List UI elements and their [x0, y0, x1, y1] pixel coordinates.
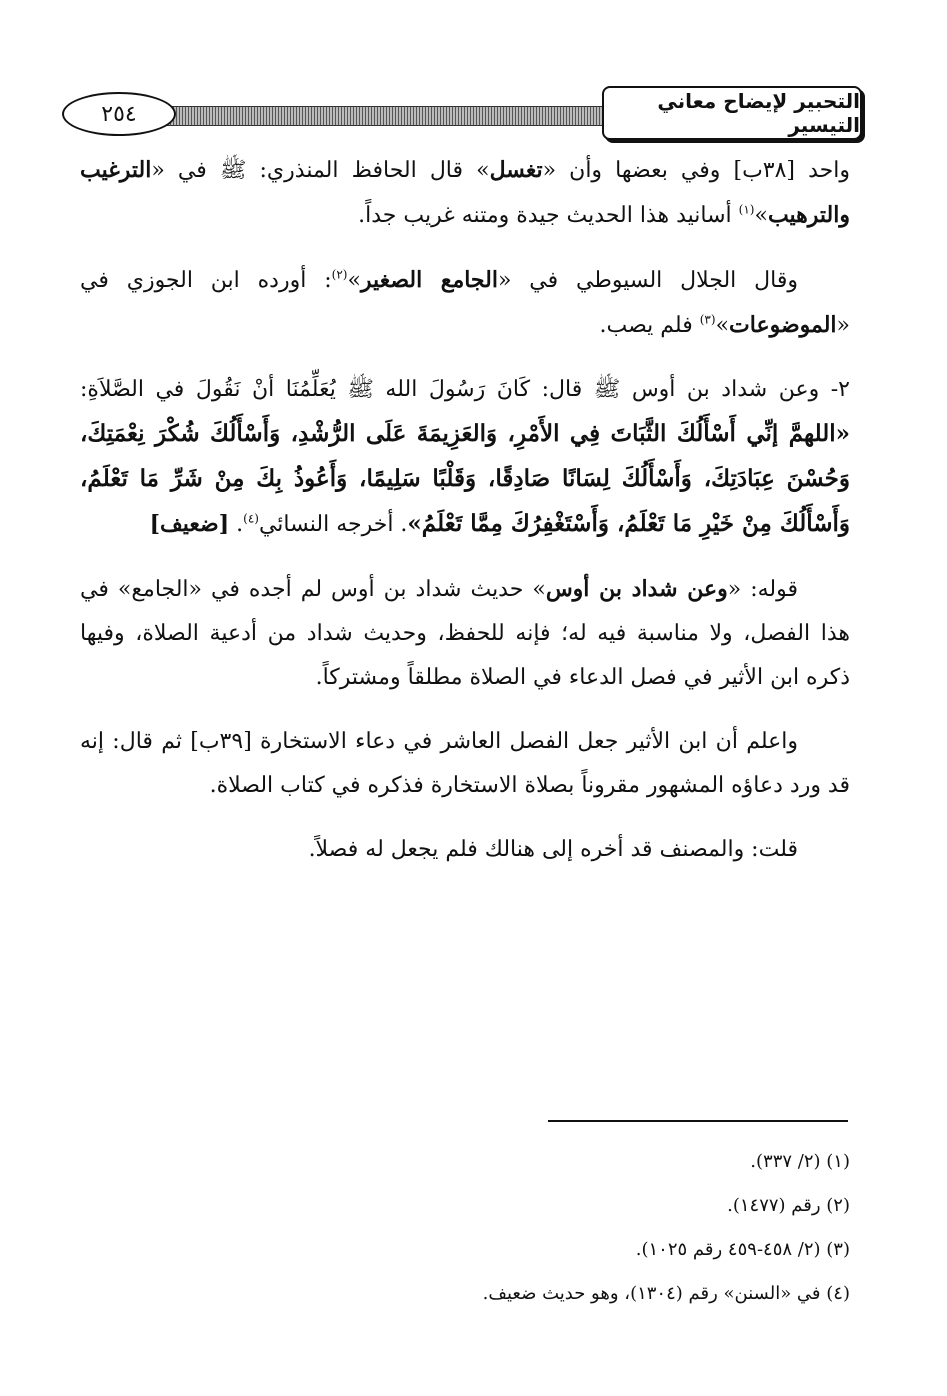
text-span: قوله: «	[727, 577, 798, 602]
bold-term: وعن شداد بن أوس	[545, 576, 728, 602]
page-header	[62, 86, 862, 148]
text-span: »	[347, 268, 361, 293]
footnote-2: (٢) رقم (١٤٧٧).	[727, 1195, 850, 1216]
text-span: .	[229, 512, 244, 537]
hadith-grade: [ضعيف]	[149, 511, 230, 537]
bold-term: الجامع الصغير	[360, 267, 498, 293]
hadith-text: «اللهمَّ إنِّي أَسْأَلُكَ الثَّبَاتَ فِي الأَمْرِ، وَالعَزِيمَةَ عَلَى الرُّشْدِ، وَأَسْأَلُكَ شُكْرَ نِعْمَتِكَ، وَحُسْنَ عِبَادَتِكَ، وَأَسْأَلُكَ لِسَانًا صَادِقًا، وَقَلْبًا سَلِيمًا، وَأَعُوذُ بِكَ مِنْ شَرِّ مَا تَعْلَمُ، وَأَسْأَلُكَ مِنْ خَيْرِ مَا تَعْلَمُ، وَأَسْتَغْفِرُكَ مِمَّا تَعْلَمُ»	[80, 420, 850, 537]
footnote-3: (٣) (٢/ ٤٥٨-٤٥٩ رقم ١٠٢٥).	[635, 1239, 850, 1260]
main-text	[80, 148, 850, 892]
bold-term: الترغيب والترهيب	[80, 157, 850, 228]
paragraph-2	[80, 258, 850, 348]
text-span: »	[715, 313, 730, 338]
text-span: » قال الحافظ المنذري: ﷺ في «	[151, 158, 490, 183]
book-title: التحبير لإيضاح معاني التيسير	[602, 86, 862, 140]
text-span: ٢- وعن شداد بن أوس ﷺ قال: كَانَ رَسُولَ الله ﷺ يُعَلِّمُنَا أنْ نَقُولَ في الصَّلاَةِ:	[80, 377, 850, 402]
text-span: فلم يصب.	[599, 313, 700, 338]
footnote-ref: (٣)	[699, 312, 716, 327]
footnote-1: (١) (٢/ ٣٣٧).	[750, 1151, 850, 1172]
text-span: أسانيد هذا الحديث جيدة ومتنه غريب جداً.	[358, 203, 739, 228]
footnote-4: (٤) في «السنن» رقم (١٣٠٤)، وهو حديث ضعيف.	[482, 1283, 850, 1304]
footnote-ref: (٤)	[243, 511, 259, 526]
text-span: » حديث شداد بن أوس لم أجده في «الجامع» في هذا الفصل، ولا مناسبة فيه له؛ فإنه للحفظ، وحديث شداد من أدعية الصلاة، وفيها ذكره ابن الأثير في فصل الدعاء في الصلاة مطلقاً ومشتركاً.	[80, 577, 850, 690]
paragraph-1	[80, 148, 850, 238]
footnotes	[80, 1148, 850, 1324]
header-decorative-rule	[122, 106, 612, 126]
text-span: . أخرجه النسائي	[258, 512, 408, 537]
text-span: : أورده ابن الجوزي في «	[80, 268, 850, 338]
paragraph-3-hadith	[80, 368, 850, 547]
footnote-ref: (١)	[738, 202, 755, 217]
paragraph-4	[80, 567, 850, 700]
text-span: »	[754, 203, 768, 228]
text-span: وقال الجلال السيوطي في «	[497, 268, 798, 293]
page-number: ٢٥٤	[62, 92, 176, 136]
text-span: واحد [٣٨ب] وفي بعضها وأن «	[542, 158, 850, 183]
bold-term: تغسل	[489, 157, 543, 183]
paragraph-6: قلت: والمصنف قد أخره إلى هنالك فلم يجعل له فصلاً.	[308, 837, 798, 862]
footnote-separator	[548, 1120, 848, 1122]
bold-term: الموضوعات	[729, 312, 837, 338]
paragraph-5: واعلم أن ابن الأثير جعل الفصل العاشر في دعاء الاستخارة [٣٩ب] ثم قال: إنه قد ورد دعاؤه المشهور مقروناً بصلاة الاستخارة فذكره في كتاب الصلاة.	[80, 729, 850, 798]
footnote-ref: (٢)	[331, 267, 348, 282]
